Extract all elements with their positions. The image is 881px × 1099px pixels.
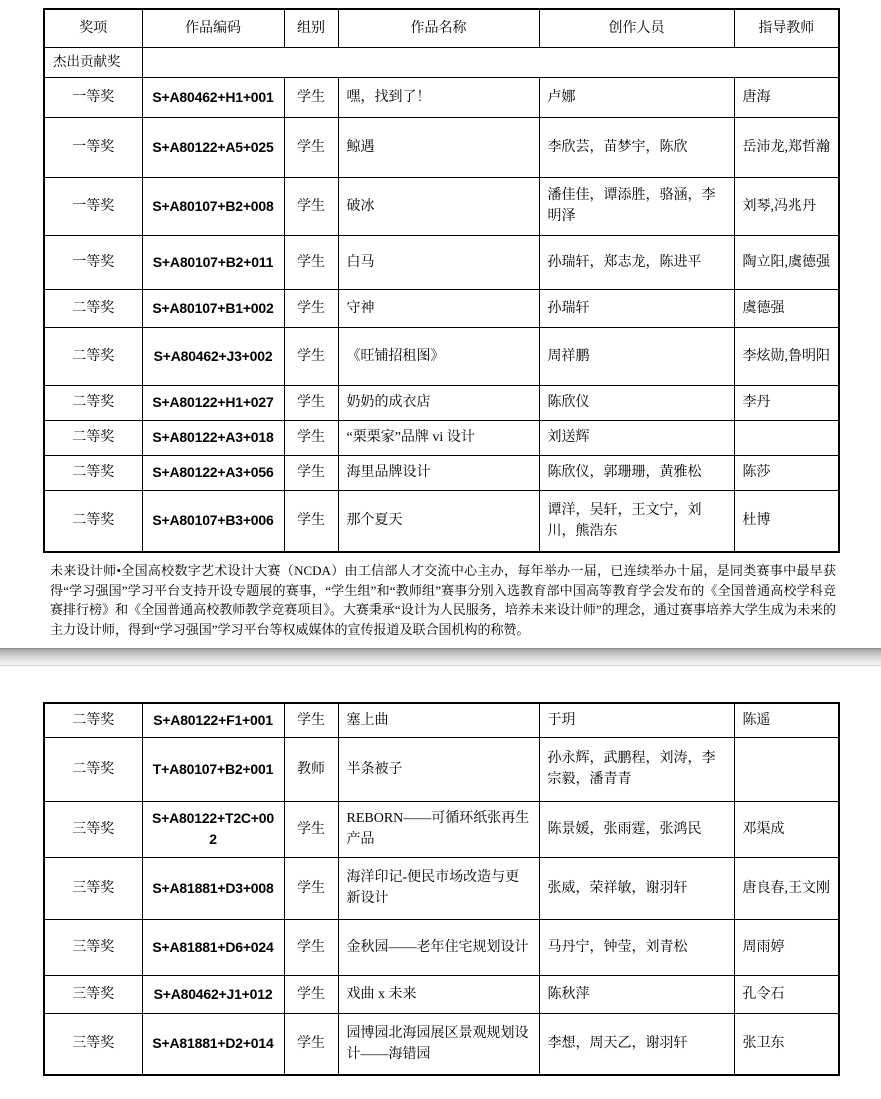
award-cell: 二等奖	[44, 327, 142, 385]
teachers-cell: 周雨婷	[734, 919, 839, 975]
table-row	[44, 117, 839, 177]
header-title: 作品名称	[338, 9, 539, 47]
title-cell: 金秋园——老年住宅规划设计	[338, 919, 539, 975]
creators-cell: 谭洋，吴轩，王文宁，刘川，熊浩东	[539, 490, 734, 552]
group-cell: 学生	[284, 1013, 338, 1075]
table-row	[44, 975, 839, 1013]
page-2	[0, 702, 881, 1076]
title-cell: 守神	[338, 289, 539, 327]
awards-table-page1	[43, 8, 840, 553]
title-cell: 《旺铺招租图》	[338, 327, 539, 385]
table-row	[44, 919, 839, 975]
code-cell: S+A80122+F1+001	[142, 703, 284, 737]
group-cell: 学生	[284, 235, 338, 289]
teachers-cell: 张卫东	[734, 1013, 839, 1075]
header-code: 作品编码	[142, 9, 284, 47]
table-row	[44, 737, 839, 801]
table-row	[44, 703, 839, 737]
award-cell: 一等奖	[44, 117, 142, 177]
header-teachers: 指导教师	[734, 9, 839, 47]
page-break-separator	[0, 648, 881, 666]
creators-cell: 潘佳佳，谭添胜，骆涵，李明泽	[539, 177, 734, 235]
group-cell: 学生	[284, 177, 338, 235]
award-cell: 三等奖	[44, 919, 142, 975]
creators-cell: 陈欣仪，郭珊珊，黄雅松	[539, 455, 734, 490]
creators-cell: 李欣芸，苗梦宇，陈欣	[539, 117, 734, 177]
competition-description: 未来设计师•全国高校数字艺术设计大赛（NCDA）由工信部人才交流中心主办，每年举办一届，已连续举办十届，是同类赛事中最早获得“学习强国”学习平台支持开设专题展的赛事，“学生组”和“教师组”赛事分别入选教育部中国高等教育学会发布的《全国普通高校学科竞赛排行榜》和《全国普通高校教师教学竞赛项目》。大赛秉承“设计为人民服务，培养未来设计师”的理念，通过赛事培养大学生成为未来的主力设计师，得到“学习强国”学习平台等权威媒体的宣传报道及联合国机构的称赞。	[50, 563, 836, 637]
code-cell: S+A81881+D2+014	[142, 1013, 284, 1075]
code-cell: S+A80107+B2+011	[142, 235, 284, 289]
teachers-cell: 唐海	[734, 77, 839, 117]
creators-cell: 李想，周天乙，谢羽轩	[539, 1013, 734, 1075]
creators-cell: 周祥鹏	[539, 327, 734, 385]
merged-empty-cell	[142, 47, 839, 77]
table-row	[44, 77, 839, 117]
code-cell: S+A80122+A3+056	[142, 455, 284, 490]
teachers-cell: 唐良春,王文刚	[734, 857, 839, 919]
title-cell: 那个夏天	[338, 490, 539, 552]
teachers-cell: 岳沛龙,郑哲瀚	[734, 117, 839, 177]
code-cell: S+A80462+J3+002	[142, 327, 284, 385]
table-row	[44, 177, 839, 235]
teachers-cell: 杜博	[734, 490, 839, 552]
creators-cell: 陈秋萍	[539, 975, 734, 1013]
code-cell: S+A80122+H1+027	[142, 385, 284, 420]
code-cell: S+A81881+D6+024	[142, 919, 284, 975]
award-cell: 三等奖	[44, 857, 142, 919]
title-cell: 塞上曲	[338, 703, 539, 737]
award-cell: 三等奖	[44, 1013, 142, 1075]
header-group: 组别	[284, 9, 338, 47]
table2-body	[44, 703, 839, 1075]
group-cell: 学生	[284, 289, 338, 327]
code-cell: S+A80107+B1+002	[142, 289, 284, 327]
table-row	[44, 1013, 839, 1075]
award-cell: 二等奖	[44, 420, 142, 455]
group-cell: 学生	[284, 455, 338, 490]
teachers-cell: 李丹	[734, 385, 839, 420]
group-cell: 学生	[284, 975, 338, 1013]
teachers-cell: 陈莎	[734, 455, 839, 490]
code-cell: S+A80107+B3+006	[142, 490, 284, 552]
award-cell: 三等奖	[44, 975, 142, 1013]
award-cell: 二等奖	[44, 737, 142, 801]
group-cell: 学生	[284, 857, 338, 919]
teachers-cell: 陶立阳,虞德强	[734, 235, 839, 289]
creators-cell: 马丹宁，钟莹，刘青松	[539, 919, 734, 975]
award-cell: 二等奖	[44, 703, 142, 737]
award-cell: 二等奖	[44, 455, 142, 490]
code-cell: S+A80462+J1+012	[142, 975, 284, 1013]
title-cell: 破冰	[338, 177, 539, 235]
code-cell: S+A80462+H1+001	[142, 77, 284, 117]
code-cell: S+A80107+B2+008	[142, 177, 284, 235]
award-cell: 一等奖	[44, 235, 142, 289]
code-cell: S+A81881+D3+008	[142, 857, 284, 919]
title-cell: 海里品牌设计	[338, 455, 539, 490]
table-row	[44, 857, 839, 919]
creators-cell: 刘送辉	[539, 420, 734, 455]
table-row	[44, 801, 839, 857]
table-row	[44, 455, 839, 490]
group-cell: 学生	[284, 385, 338, 420]
title-cell: 鲸遇	[338, 117, 539, 177]
group-cell: 学生	[284, 327, 338, 385]
teachers-cell: 刘琴,冯兆丹	[734, 177, 839, 235]
teachers-cell	[734, 420, 839, 455]
title-cell: REBORN——可循环纸张再生产品	[338, 801, 539, 857]
group-cell: 学生	[284, 919, 338, 975]
code-cell: T+A80107+B2+001	[142, 737, 284, 801]
group-cell: 学生	[284, 420, 338, 455]
teachers-cell: 邓渠成	[734, 801, 839, 857]
header-creators: 创作人员	[539, 9, 734, 47]
group-cell: 教师	[284, 737, 338, 801]
group-cell: 学生	[284, 703, 338, 737]
group-cell: 学生	[284, 77, 338, 117]
title-cell: 园博园北海园展区景观规划设计——海错园	[338, 1013, 539, 1075]
creators-cell: 孙永辉，武鹏程，刘涛，李宗毅，潘青青	[539, 737, 734, 801]
table-header-row	[44, 9, 839, 47]
table-row	[44, 385, 839, 420]
creators-cell: 于玥	[539, 703, 734, 737]
creators-cell: 张威，荣祥敏，谢羽轩	[539, 857, 734, 919]
teachers-cell: 孔令石	[734, 975, 839, 1013]
creators-cell: 孙瑞轩，郑志龙，陈进平	[539, 235, 734, 289]
table-row	[44, 490, 839, 552]
title-cell: 半条被子	[338, 737, 539, 801]
table-row	[44, 289, 839, 327]
award-cell: 二等奖	[44, 385, 142, 420]
special-award-row	[44, 47, 839, 77]
teachers-cell: 虞德强	[734, 289, 839, 327]
award-cell: 三等奖	[44, 801, 142, 857]
group-cell: 学生	[284, 117, 338, 177]
group-cell: 学生	[284, 801, 338, 857]
table-row	[44, 420, 839, 455]
title-cell: 白马	[338, 235, 539, 289]
award-cell: 杰出贡献奖	[44, 47, 142, 77]
code-cell: S+A80122+A3+018	[142, 420, 284, 455]
title-cell: 奶奶的成衣店	[338, 385, 539, 420]
creators-cell: 陈欣仪	[539, 385, 734, 420]
group-cell: 学生	[284, 490, 338, 552]
code-cell: S+A80122+T2C+002	[142, 801, 284, 857]
award-cell: 一等奖	[44, 177, 142, 235]
title-cell: “栗栗家”品牌 vi 设计	[338, 420, 539, 455]
creators-cell: 孙瑞轩	[539, 289, 734, 327]
code-cell: S+A80122+A5+025	[142, 117, 284, 177]
table-row	[44, 235, 839, 289]
teachers-cell	[734, 737, 839, 801]
table-row	[44, 327, 839, 385]
title-cell: 嘿，找到了！	[338, 77, 539, 117]
award-cell: 一等奖	[44, 77, 142, 117]
table1-body	[44, 47, 839, 552]
creators-cell: 卢娜	[539, 77, 734, 117]
award-cell: 二等奖	[44, 289, 142, 327]
award-cell: 二等奖	[44, 490, 142, 552]
title-cell: 戏曲 x 未来	[338, 975, 539, 1013]
title-cell: 海洋印记-便民市场改造与更新设计	[338, 857, 539, 919]
awards-table-page2	[43, 702, 840, 1076]
header-award: 奖项	[44, 9, 142, 47]
teachers-cell: 李炫勋,鲁明阳	[734, 327, 839, 385]
teachers-cell: 陈遥	[734, 703, 839, 737]
creators-cell: 陈景媛，张雨霆，张鸿民	[539, 801, 734, 857]
